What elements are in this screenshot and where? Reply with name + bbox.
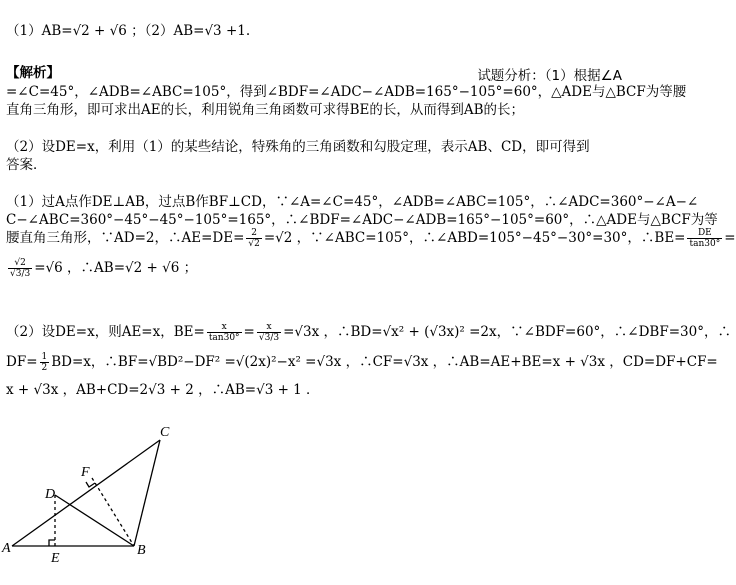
fraction-sqrt2-over bbox=[8, 258, 32, 279]
fraction-den: tan30° bbox=[689, 239, 721, 249]
analysis-tag: 试题分析：（1）根据∠A bbox=[477, 68, 622, 84]
solution2-line-1-part-c: =√3x ，∴BD=√x² + (√3x)² =2x，∵∠BDF=60°，∴∠DBF=30°，∴ bbox=[283, 324, 731, 340]
fraction-num: 1 bbox=[41, 352, 48, 362]
solution2-line-1-part-a: （2）设DE=x，则AE=x，BE= bbox=[6, 324, 205, 340]
solution2-line-2 bbox=[6, 352, 718, 373]
solution2-line-1 bbox=[6, 322, 731, 343]
analysis-header: 【解析】 bbox=[6, 65, 60, 81]
solution1-line-3-part-a: 腰直角三角形，∵AD=2，∴AE=DE= bbox=[6, 230, 245, 246]
segment-db bbox=[55, 495, 134, 546]
label-b: B bbox=[137, 543, 146, 558]
fraction-num: 2 bbox=[246, 228, 261, 239]
fraction-num: x bbox=[257, 322, 281, 333]
fraction-x-tan bbox=[207, 322, 242, 343]
solution1-line-3-part-c: = bbox=[724, 230, 736, 246]
label-e: E bbox=[51, 551, 60, 566]
solution1-line-4 bbox=[6, 258, 197, 279]
solution2-line-2-part-b: BD=x，∴BF=√BD²−DF² =√(2x)²−x² =√3x ，∴CF=√3x ，∴AB=AE+BE=x + √3x ，CD=DF+CF= bbox=[51, 354, 718, 370]
label-c: C bbox=[160, 425, 170, 440]
segment-fb bbox=[92, 478, 134, 546]
fraction-x-sqrt3 bbox=[257, 322, 281, 343]
solution1-line-2: C−∠ABC=360°−45°−45°−105°=165°，∴∠BDF=∠ADC−∠ADB=165°−105°=60°，∴△ADE与△BCF为等 bbox=[6, 212, 718, 228]
solution2-line-2-part-a: DF= bbox=[6, 354, 38, 370]
fraction-half bbox=[40, 352, 50, 373]
label-a: A bbox=[2, 541, 11, 556]
solution1-line-4-text: =√6 ，∴AB=√2 + √6 ； bbox=[34, 260, 198, 276]
fraction-ae bbox=[246, 228, 261, 249]
fraction-den: 2 bbox=[41, 363, 48, 373]
fraction-den: √3/3 bbox=[258, 333, 280, 343]
fraction-num: √2 bbox=[8, 258, 32, 269]
solution1-line-3 bbox=[6, 228, 736, 249]
label-f: F bbox=[81, 465, 90, 480]
fraction-den: √3/3 bbox=[10, 269, 31, 279]
analysis-line-2: 直角三角形，即可求出AE的长，利用锐角三角函数可求得BE的长，从而得到AB的长； bbox=[6, 102, 525, 118]
answer-line: （1）AB=√2 + √6 ；（2）AB=√3 +1. bbox=[6, 23, 251, 39]
label-d: D bbox=[45, 487, 56, 502]
analysis-line-4: 答案． bbox=[6, 157, 47, 173]
solution2-line-1-part-b: = bbox=[243, 324, 255, 340]
analysis-line-3: （2）设DE=x，利用（1）的某些结论，特殊角的三角函数和勾股定理，表示AB、CD，即可得到 bbox=[6, 139, 590, 155]
fraction-num: x bbox=[207, 322, 242, 333]
right-angle-f bbox=[86, 482, 95, 487]
fraction-be bbox=[687, 228, 722, 249]
solution1-line-3-part-b: =√2 ，∵∠ABC=105°，∴∠ABD=105°−45°−30°=30°，∴BE= bbox=[263, 230, 686, 246]
solution1-line-1: （1）过A点作DE⊥AB，过点B作BF⊥CD，∵∠A=∠C=45°，∠ADB=∠ABC=105°，∴∠ADC=360°−∠A−∠ bbox=[6, 194, 699, 210]
geometry-figure bbox=[0, 420, 200, 580]
fraction-den: √2 bbox=[248, 239, 260, 249]
solution2-line-3: x + √3x ，AB+CD=2√3 + 2 ，∴AB=√3 + 1 ． bbox=[6, 382, 320, 398]
fraction-den: tan30° bbox=[208, 333, 240, 343]
fraction-num: DE bbox=[687, 228, 722, 239]
analysis-line-1: =∠C=45°，∠ADB=∠ABC=105°，得到∠BDF=∠ADC−∠ADB=165°−105°=60°，△ADE与△BCF为等腰 bbox=[6, 84, 687, 100]
right-angle-e bbox=[49, 540, 55, 546]
